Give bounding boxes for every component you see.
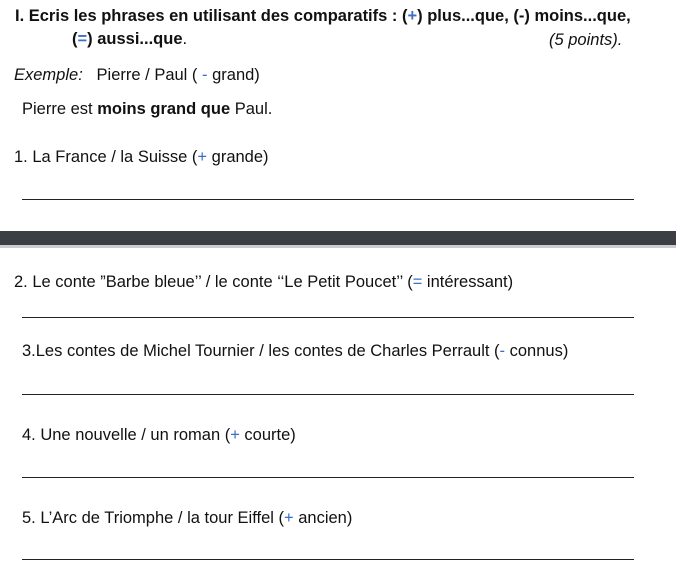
- equal-symbol: =: [77, 30, 88, 48]
- answer-line-4[interactable]: [22, 477, 634, 478]
- example-answer: Pierre est moins grand que Paul.: [22, 100, 273, 118]
- example-prompt: Exemple: Pierre / Paul ( - grand): [14, 66, 260, 84]
- exercise-item-1: 1. La France / la Suisse (+ grande): [14, 148, 269, 166]
- points-label: (5 points).: [549, 31, 623, 49]
- minus-symbol: -: [518, 7, 525, 25]
- instruction-line-1: I. Ecris les phrases en utilisant des comparatifs : (+) plus...que, (-) moins...que,: [15, 7, 631, 25]
- answer-line-1[interactable]: [22, 199, 634, 200]
- exercise-item-4: 4. Une nouvelle / un roman (+ courte): [22, 426, 296, 444]
- example-label: Exemple:: [14, 66, 83, 84]
- answer-line-5[interactable]: [22, 559, 634, 560]
- instruction-line-2: (=) aussi...que.: [72, 30, 188, 48]
- exercise-item-3: 3.Les contes de Michel Tournier / les contes de Charles Perrault (- connus): [22, 342, 569, 360]
- exercise-item-5: 5. L’Arc de Triomphe / la tour Eiffel (+ ancien): [22, 509, 353, 527]
- answer-line-3[interactable]: [22, 394, 634, 395]
- plus-symbol: +: [407, 7, 418, 25]
- answer-line-2[interactable]: [22, 317, 634, 318]
- exercise-item-2: 2. Le conte ”Barbe bleue’’ / le conte ‘‘Le Petit Poucet’’ (= intéressant): [14, 273, 514, 291]
- page-divider: [0, 231, 676, 245]
